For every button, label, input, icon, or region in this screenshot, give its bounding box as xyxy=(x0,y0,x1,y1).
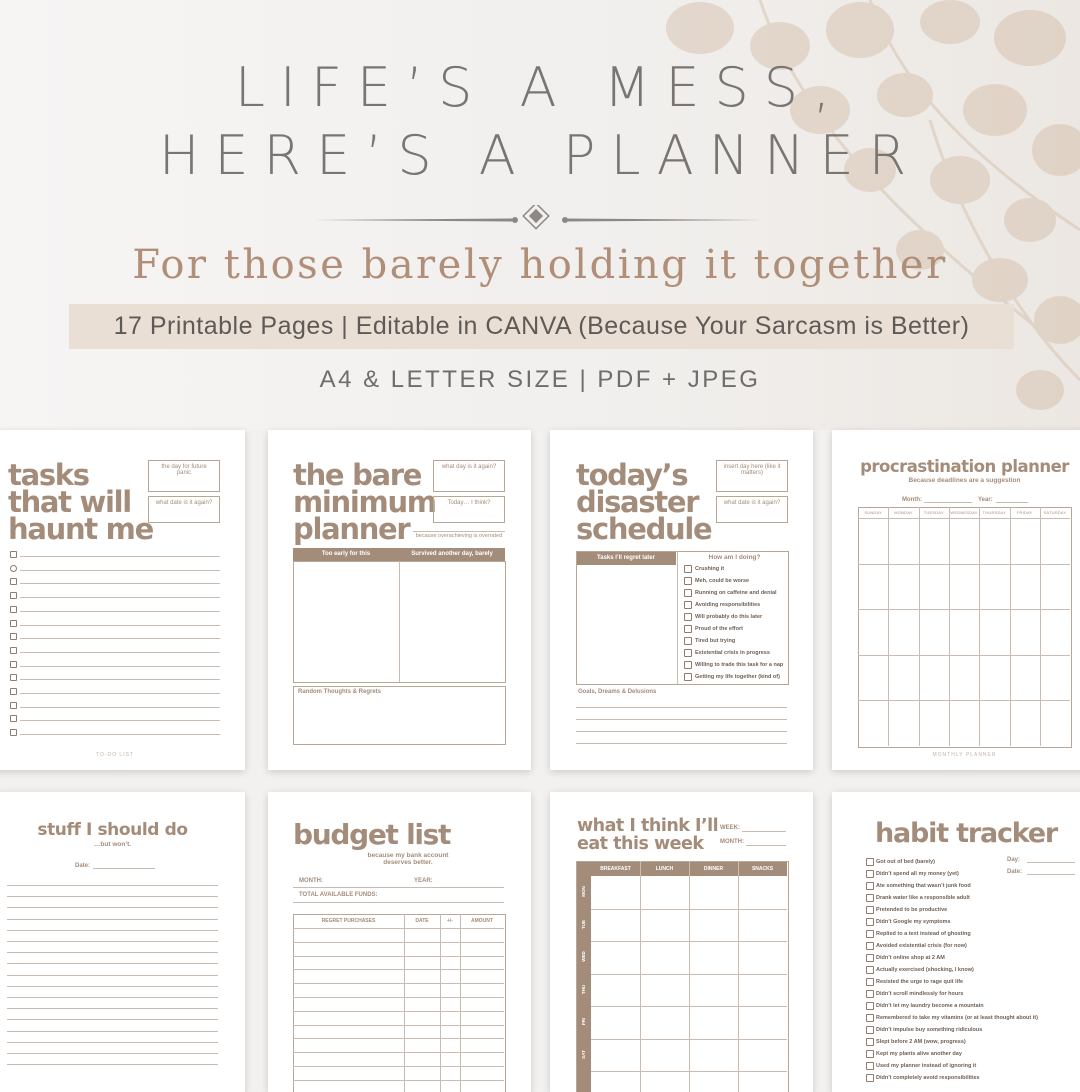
budget-row-line xyxy=(293,983,504,984)
page-tasks xyxy=(0,430,245,770)
stuff-line xyxy=(7,1019,218,1020)
habit-item: Avoided existential crisis (for now) xyxy=(876,942,967,949)
todo-checkbox[interactable] xyxy=(10,633,17,640)
budget-col-header: DATE xyxy=(415,918,429,924)
stuff-line xyxy=(7,1053,218,1054)
meal-header: LUNCH xyxy=(655,866,674,872)
meal-row-line xyxy=(591,974,787,975)
habit-checkbox[interactable] xyxy=(866,870,874,878)
habit-item: Didn’t impulse buy something ridiculous xyxy=(876,1026,983,1033)
todo-line xyxy=(20,720,220,721)
calendar-day-header: SUNDAY xyxy=(864,510,882,515)
mood-checkbox[interactable] xyxy=(684,625,692,633)
habit-item: Remembered to take my vitamins (or at least thought about it) xyxy=(876,1014,1038,1021)
todo-checkbox[interactable] xyxy=(10,620,17,627)
todo-checkbox[interactable] xyxy=(10,702,17,709)
mood-option[interactable]: Tired but trying xyxy=(695,637,736,644)
bare-title-3: planner xyxy=(293,512,410,546)
budget-col-header: REGRET PURCHASES xyxy=(321,918,376,924)
procrastination-month: Month: xyxy=(902,497,922,503)
todo-line xyxy=(20,556,220,557)
budget-row-line xyxy=(293,997,504,998)
todo-checkbox[interactable] xyxy=(10,647,17,654)
meal-row-line xyxy=(591,1071,787,1072)
todo-checkbox[interactable] xyxy=(10,729,17,736)
habit-item: Got out of bed (barely) xyxy=(876,858,935,865)
page-bare-minimum xyxy=(268,430,531,770)
disaster-title-1: today’s xyxy=(576,458,688,492)
todo-line xyxy=(20,734,220,735)
calendar-col-line xyxy=(1010,507,1011,746)
calendar-row-line xyxy=(858,564,1070,565)
budget-row-line xyxy=(293,1025,504,1026)
meal-header: SNACKS xyxy=(751,866,774,872)
todo-line xyxy=(20,597,220,598)
page-meal-plan xyxy=(550,792,813,1092)
meal-header: BREAKFAST xyxy=(600,866,631,872)
page-habit-tracker xyxy=(832,792,1080,1092)
todo-checkbox[interactable] xyxy=(10,661,17,668)
habit-item: Didn’t spend all my money (yet) xyxy=(876,870,959,877)
habit-checkbox[interactable] xyxy=(866,1002,874,1010)
meal-row-line xyxy=(591,1039,787,1040)
page-stuff-to-do xyxy=(0,792,245,1092)
habit-checkbox[interactable] xyxy=(866,1026,874,1034)
stuff-line xyxy=(7,997,218,998)
meal-day-label: WED xyxy=(581,951,586,962)
page-budget xyxy=(268,792,531,1092)
tagline: For those barely holding it together xyxy=(132,242,948,288)
stuff-date: Date: xyxy=(75,863,91,869)
hero-section xyxy=(0,0,1080,430)
bare-title-1: the bare xyxy=(293,458,422,492)
habit-item: Didn’t scroll mindlessly for hours xyxy=(876,990,964,997)
procrastination-footer: MONTHLY PLANNER xyxy=(932,752,997,758)
meal-day-label: FRI xyxy=(581,1017,586,1026)
stuff-line xyxy=(7,941,218,942)
habit-checkbox[interactable] xyxy=(866,1050,874,1058)
budget-subtitle-1: because my bank account xyxy=(367,852,449,859)
mood-checkbox[interactable] xyxy=(684,589,692,597)
stuff-line xyxy=(7,1042,218,1043)
mood-option[interactable]: Meh, could be worse xyxy=(695,577,750,584)
budget-row-line xyxy=(293,942,504,943)
calendar-col-line xyxy=(919,507,920,746)
stuff-line xyxy=(7,919,218,920)
mood-option[interactable]: Running on caffeine and denial xyxy=(695,589,777,596)
page-disaster-schedule xyxy=(550,430,813,770)
bare-col2-header: Survived another day, barely xyxy=(399,548,505,561)
mood-option[interactable]: Will probably do this later xyxy=(695,613,763,620)
mood-checkbox[interactable] xyxy=(684,649,692,657)
eat-week: WEEK: xyxy=(720,825,740,831)
budget-title: budget list xyxy=(293,818,451,851)
budget-row-line xyxy=(293,1038,504,1039)
bare-day-box[interactable]: what day is it again? xyxy=(433,460,505,492)
calendar-col-line xyxy=(888,507,889,746)
habit-item: Didn’t online shop at 2 AM xyxy=(876,954,945,961)
features-banner: 17 Printable Pages | Editable in CANVA (Because Your Sarcasm is Better) xyxy=(69,304,1014,349)
meal-col-line xyxy=(689,861,690,1092)
calendar-day-header: TUESDAY xyxy=(923,510,944,515)
disaster-right-header: How am I doing? xyxy=(708,554,761,561)
habit-checkbox[interactable] xyxy=(866,954,874,962)
page-procrastination xyxy=(832,430,1080,770)
todo-checkbox[interactable] xyxy=(10,551,17,558)
todo-line xyxy=(20,693,220,694)
tasks-title-2: that will xyxy=(8,485,131,519)
procrastination-year: Year: xyxy=(978,497,993,503)
budget-funds: TOTAL AVAILABLE FUNDS: xyxy=(299,892,378,898)
budget-month: MONTH: xyxy=(299,878,323,884)
todo-line xyxy=(20,625,220,626)
todo-checkbox[interactable] xyxy=(10,688,17,695)
disaster-bottom-label: Goals, Dreams & Delusions xyxy=(578,689,657,695)
budget-row-line xyxy=(293,956,504,957)
budget-col-header: +/- xyxy=(447,918,453,924)
disaster-left-header: Tasks I’ll regret later xyxy=(576,551,676,565)
stuff-line xyxy=(7,975,218,976)
habit-item: Drank water like a responsible adult xyxy=(876,894,970,901)
todo-line xyxy=(20,611,220,612)
mood-option[interactable]: Proud of the effort xyxy=(695,625,743,632)
calendar-col-line xyxy=(979,507,980,746)
bare-title-2: minimum xyxy=(293,485,436,519)
mood-checkbox[interactable] xyxy=(684,661,692,669)
budget-year: YEAR: xyxy=(414,878,433,884)
mood-checkbox[interactable] xyxy=(684,601,692,609)
budget-row-line xyxy=(293,1066,504,1067)
habit-checkbox[interactable] xyxy=(866,1062,874,1070)
stuff-line xyxy=(7,986,218,987)
meal-day-label: TUE xyxy=(581,919,586,929)
habit-item: Didn’t completely avoid responsibilities xyxy=(876,1074,980,1081)
calendar-day-header: MONDAY xyxy=(894,510,913,515)
habit-checkbox[interactable] xyxy=(866,918,874,926)
eat-title-1: what I think I’ll xyxy=(577,816,719,836)
habit-date: Date: xyxy=(1007,869,1023,875)
habit-title: habit tracker xyxy=(875,818,1058,849)
habit-checkbox[interactable] xyxy=(866,978,874,986)
ornament-divider xyxy=(315,205,765,235)
habit-checkbox[interactable] xyxy=(866,990,874,998)
stuff-title: stuff I should do xyxy=(37,820,188,840)
habit-checkbox[interactable] xyxy=(866,1038,874,1046)
calendar-day-header: SATURDAY xyxy=(1043,510,1067,515)
tasks-date-box[interactable]: what date is it again? xyxy=(148,496,220,523)
habit-item: Didn’t let my laundry become a mountain xyxy=(876,1002,984,1009)
habit-item: Didn’t Google my symptoms xyxy=(876,918,951,925)
disaster-day-box[interactable]: insert day here (like it matters) xyxy=(716,460,788,492)
tasks-title-3: haunt me xyxy=(8,512,153,546)
eat-title-2: eat this week xyxy=(577,834,704,854)
todo-checkbox[interactable] xyxy=(10,606,17,613)
bare-today-box[interactable]: Today… I think? xyxy=(433,496,505,523)
mood-checkbox[interactable] xyxy=(684,613,692,621)
habit-item: Replied to a text instead of ghosting xyxy=(876,930,971,937)
calendar-row-line xyxy=(858,609,1070,610)
budget-row-line xyxy=(293,969,504,970)
eat-month: MONTH: xyxy=(720,839,744,845)
meal-col-line xyxy=(738,861,739,1092)
procrastination-subtitle: Because deadlines are a suggestion xyxy=(908,477,1021,484)
meal-header: DINNER xyxy=(703,866,724,872)
todo-checkbox[interactable] xyxy=(10,578,17,585)
disaster-title-3: schedule xyxy=(576,512,712,546)
habit-checkbox[interactable] xyxy=(866,966,874,974)
mood-option[interactable]: Existential crisis in progress xyxy=(695,649,770,656)
habit-checkbox[interactable] xyxy=(866,1014,874,1022)
bare-col1-header: Too early for this xyxy=(293,548,399,561)
sizes-text: A4 & LETTER SIZE | PDF + JPEG xyxy=(319,366,761,393)
stuff-subtitle: …but won’t. xyxy=(93,841,132,848)
todo-checkbox[interactable] xyxy=(10,592,17,599)
title-line-2: HERE’S A PLANNER xyxy=(158,124,922,187)
mood-option[interactable]: Willing to trade this task for a nap xyxy=(695,661,784,668)
stuff-line xyxy=(7,952,218,953)
todo-line xyxy=(20,638,220,639)
budget-row-line xyxy=(293,1052,504,1053)
title-line-1: LIFE’S A MESS, xyxy=(234,56,846,119)
habit-item: Used my planner instead of ignoring it xyxy=(876,1062,977,1069)
budget-row-line xyxy=(293,1011,504,1012)
habit-checkbox[interactable] xyxy=(866,906,874,914)
habit-checkbox[interactable] xyxy=(866,930,874,938)
todo-checkbox[interactable] xyxy=(10,715,17,722)
bare-note: because overachieving is overrated xyxy=(415,533,503,539)
budget-row-line xyxy=(293,928,504,929)
habit-checkbox[interactable] xyxy=(866,858,874,866)
stuff-line xyxy=(7,1064,218,1065)
todo-line xyxy=(20,570,220,571)
habit-item: Resisted the urge to rage quit life xyxy=(876,978,964,985)
todo-line xyxy=(20,652,220,653)
budget-col-header: AMOUNT xyxy=(471,918,493,924)
mood-checkbox[interactable] xyxy=(684,577,692,585)
habit-checkbox[interactable] xyxy=(866,894,874,902)
calendar-day-header: WEDNESDAY xyxy=(950,510,978,515)
meal-row-line xyxy=(591,941,787,942)
stuff-line xyxy=(7,963,218,964)
mood-checkbox[interactable] xyxy=(684,673,692,681)
habit-item: Actually exercised (shocking, I know) xyxy=(876,966,974,973)
todo-checkbox[interactable] xyxy=(10,565,17,572)
meal-day-label: MON xyxy=(581,886,586,897)
todo-line xyxy=(20,666,220,667)
habit-item: Pretended to be productive xyxy=(876,906,948,913)
todo-line xyxy=(20,583,220,584)
tasks-day-box[interactable]: the day for future panic xyxy=(148,460,220,492)
mood-option[interactable]: Avoiding responsibilities xyxy=(695,601,761,608)
stuff-line xyxy=(7,885,218,886)
stuff-line xyxy=(7,930,218,931)
calendar-col-line xyxy=(1040,507,1041,746)
meal-grid[interactable] xyxy=(576,861,789,1092)
habit-item: Kept my plants alive another day xyxy=(876,1050,962,1057)
habit-checkbox[interactable] xyxy=(866,1074,874,1082)
todo-line xyxy=(20,679,220,680)
budget-subtitle-2: deserves better. xyxy=(383,859,433,866)
calendar-col-line xyxy=(949,507,950,746)
habit-day: Day: xyxy=(1007,857,1021,863)
todo-line xyxy=(20,707,220,708)
stuff-line xyxy=(7,907,218,908)
meal-col-line xyxy=(640,861,641,1092)
stuff-line xyxy=(7,1031,218,1032)
habit-item: Ate something that wasn’t junk food xyxy=(876,882,971,889)
bare-bottom-label: Random Thoughts & Regrets xyxy=(298,689,382,695)
stuff-line xyxy=(7,896,218,897)
calendar-row-line xyxy=(858,518,1070,519)
disaster-title-2: disaster xyxy=(576,485,699,519)
stuff-line xyxy=(7,1008,218,1009)
mood-option[interactable]: Getting my life together (kind of) xyxy=(695,673,780,680)
calendar-row-line xyxy=(858,700,1070,701)
procrastination-title: procrastination planner xyxy=(860,457,1069,476)
habit-checkbox[interactable] xyxy=(866,942,874,950)
mood-option[interactable]: Crushing it xyxy=(695,565,725,572)
calendar-day-header: THURSDAY xyxy=(982,510,1006,515)
habit-item: Slept before 2 AM (wow, progress) xyxy=(876,1038,966,1045)
meal-day-label: THU xyxy=(581,984,586,994)
calendar-day-header: FRIDAY xyxy=(1016,510,1033,515)
meal-row-line xyxy=(591,909,787,910)
tasks-title-1: tasks xyxy=(8,458,89,492)
meal-day-label: SAT xyxy=(581,1049,586,1059)
tasks-footer: TO-DO LIST xyxy=(96,752,134,758)
habit-checkbox[interactable] xyxy=(866,882,874,890)
meal-row-line xyxy=(591,1006,787,1007)
mood-checkbox[interactable] xyxy=(684,637,692,645)
calendar-row-line xyxy=(858,655,1070,656)
mood-checkbox[interactable] xyxy=(684,565,692,573)
disaster-date-box[interactable]: what date is it again? xyxy=(716,496,788,523)
todo-checkbox[interactable] xyxy=(10,674,17,681)
